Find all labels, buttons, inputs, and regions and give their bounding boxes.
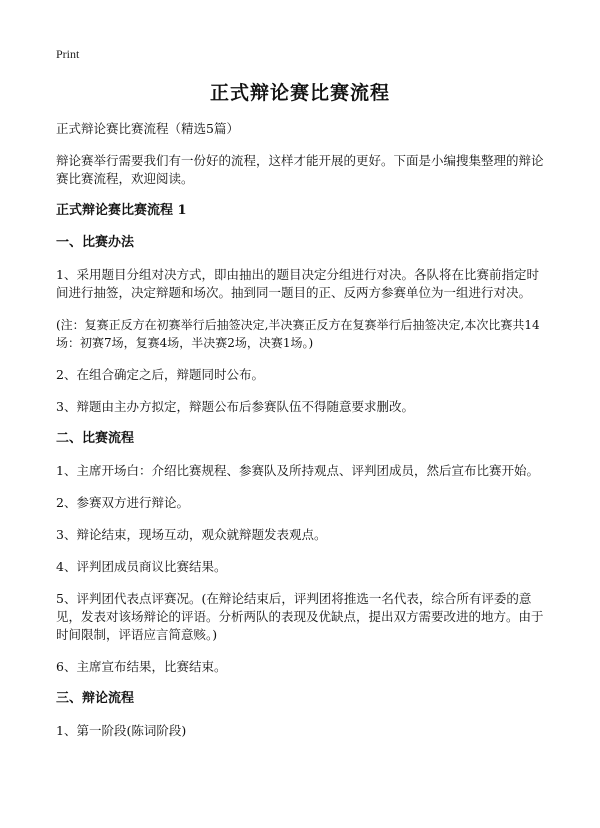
section2-item-5: 5、评判团代表点评赛况。(在辩论结束后，评判团将推选一名代表，综合所有评委的意见，发表对该场辩论的评语。分析两队的表现及优缺点，提出双方需要改进的地方。由于时间限制，评语应言简意赅。) <box>56 591 544 642</box>
section1-heading: 一、比赛办法 <box>56 235 135 250</box>
part1-heading: 正式辩论赛比赛流程 1 <box>56 203 187 218</box>
section3-item-1: 1、第一阶段(陈词阶段) <box>56 723 187 738</box>
section2-heading: 二、比赛流程 <box>56 431 135 446</box>
section2-item-2: 2、参赛双方进行辩论。 <box>56 495 189 510</box>
section3-heading: 三、辩论流程 <box>56 691 135 706</box>
section1-item-3: 3、辩题由主办方拟定，辩题公布后参赛队伍不得随意要求删改。 <box>56 399 414 414</box>
section2-item-4: 4、评判团成员商议比赛结果。 <box>56 559 227 574</box>
section2-item-1: 1、主席开场白：介绍比赛规程、参赛队及所持观点、评判团成员，然后宣布比赛开始。 <box>56 463 539 478</box>
section1-item-2: 2、在组合确定之后，辩题同时公布。 <box>56 367 264 382</box>
intro-paragraph: 辩论赛举行需要我们有一份好的流程，这样才能开展的更好。下面是小编搜集整理的辩论赛比赛流程，欢迎阅读。 <box>56 153 544 186</box>
subtitle: 正式辩论赛比赛流程（精选5篇） <box>56 121 239 136</box>
page-title: 正式辩论赛比赛流程 <box>209 82 390 104</box>
section1-note: (注：复赛正反方在初赛举行后抽签决定,半决赛正反方在复赛举行后抽签决定,本次比赛共14场：初赛7场，复赛4场，半决赛2场，决赛1场。) <box>56 318 540 350</box>
section2-item-6: 6、主席宣布结果，比赛结束。 <box>56 659 227 674</box>
print-link[interactable]: Print <box>56 47 80 61</box>
section2-item-3: 3、辩论结束，现场互动，观众就辩题发表观点。 <box>56 527 327 542</box>
section1-item-1: 1、采用题目分组对决方式，即由抽出的题目决定分组进行对决。各队将在比赛前指定时间进行抽签，决定辩题和场次。抽到同一题目的正、反两方参赛单位为一组进行对决。 <box>56 267 539 300</box>
